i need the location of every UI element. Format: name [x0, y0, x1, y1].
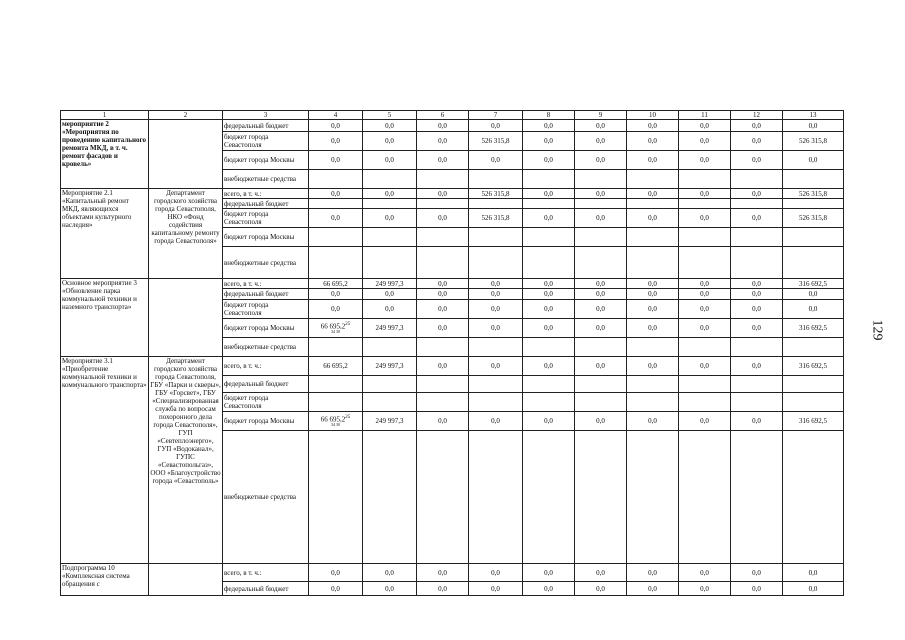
- value-cell: 0,0: [575, 319, 627, 338]
- measure-title: Основное мероприятие 3 «Обновление парка коммунальной техники и наземного транспорта»: [61, 279, 149, 357]
- value-cell: 0,0: [417, 289, 469, 300]
- value-cell: 0,0: [575, 151, 627, 170]
- value-cell: 0,0: [363, 132, 417, 151]
- value-cell: 0,0: [363, 564, 417, 582]
- value-cell: [523, 228, 575, 247]
- value-cell: 0,0: [363, 209, 417, 228]
- value-cell: 316 692,5: [783, 412, 844, 431]
- value-cell: 0,0: [783, 582, 844, 596]
- value-cell: 0,0: [469, 289, 523, 300]
- value-cell: [731, 376, 783, 393]
- value-cell: 0,0: [417, 564, 469, 582]
- measure-title: мероприятие 2 «Мероприятия по проведению капитального ремонта МКД, в т. ч. ремонт фасадов и кровель»: [61, 120, 149, 189]
- value-cell: 0,0: [523, 189, 575, 199]
- value-cell: 0,0: [627, 289, 679, 300]
- value-cell: 0,0: [783, 151, 844, 170]
- value-cell: [731, 393, 783, 412]
- value-cell: 0,0: [523, 412, 575, 431]
- table-row: [61, 189, 844, 199]
- value-cell: 0,0: [469, 120, 523, 132]
- funding-source-label: внебюджетные средства: [223, 431, 309, 564]
- value-cell: 0,0: [575, 357, 627, 376]
- value-cell: 0,0: [363, 120, 417, 132]
- value-cell: 0,0: [417, 132, 469, 151]
- value-cell: 0,0: [575, 209, 627, 228]
- value-cell: 0,0: [363, 289, 417, 300]
- value-cell: 0,0: [731, 279, 783, 289]
- value-cell: [575, 393, 627, 412]
- value-cell: 0,0: [679, 132, 731, 151]
- funding-source-label: бюджет города Москвы: [223, 228, 309, 247]
- funding-source-label: всего, в т. ч.:: [223, 357, 309, 376]
- footnote-subscript: 34 30: [331, 329, 340, 335]
- value-cell: [627, 393, 679, 412]
- column-header: 7: [469, 111, 523, 120]
- table-row: [61, 357, 844, 376]
- value-cell: 0,0: [575, 582, 627, 596]
- value-cell: [469, 393, 523, 412]
- value-cell: 316 692,5: [783, 357, 844, 376]
- value-cell: [363, 170, 417, 189]
- value-cell: 66 695,2: [309, 357, 363, 376]
- value-cell: [783, 228, 844, 247]
- column-header: 2: [149, 111, 223, 120]
- value-cell: [783, 338, 844, 357]
- value-cell: 0,0: [309, 289, 363, 300]
- value-cell: 0,0: [417, 582, 469, 596]
- value-cell: 0,0: [309, 151, 363, 170]
- value-cell: 0,0: [469, 279, 523, 289]
- value-cell: 0,0: [731, 564, 783, 582]
- column-header: 13: [783, 111, 844, 120]
- value-cell: [309, 228, 363, 247]
- value-cell: [469, 431, 523, 564]
- value-cell: [523, 199, 575, 209]
- value-cell: [679, 393, 731, 412]
- funding-source-label: федеральный бюджет: [223, 582, 309, 596]
- value-cell: 0,0: [417, 120, 469, 132]
- value-cell: [363, 376, 417, 393]
- value-cell: 0,0: [309, 132, 363, 151]
- table-row: [61, 279, 844, 289]
- value-cell: [627, 431, 679, 564]
- value-text: 66 695,2: [320, 415, 346, 424]
- value-cell: [731, 247, 783, 279]
- funding-source-label: внебюджетные средства: [223, 338, 309, 357]
- value-cell: 0,0: [417, 319, 469, 338]
- value-cell: 0,0: [523, 319, 575, 338]
- value-cell: 0,0: [575, 412, 627, 431]
- value-cell: 0,0: [417, 209, 469, 228]
- value-cell: 0,0: [469, 357, 523, 376]
- value-cell: 0,0: [731, 132, 783, 151]
- value-cell: [523, 376, 575, 393]
- value-cell: [627, 247, 679, 279]
- value-cell: 0,0: [575, 564, 627, 582]
- footnote-superscript: 25: [345, 321, 351, 327]
- value-cell: 0,0: [523, 582, 575, 596]
- value-cell: 0,0: [417, 151, 469, 170]
- value-cell: [575, 228, 627, 247]
- value-cell: 0,0: [523, 209, 575, 228]
- value-cell: [783, 376, 844, 393]
- value-cell: 249 997,3: [363, 357, 417, 376]
- value-cell: 0,0: [679, 357, 731, 376]
- value-cell: 0,0: [627, 120, 679, 132]
- value-cell: 0,0: [575, 120, 627, 132]
- value-cell: [363, 228, 417, 247]
- funding-source-label: всего, в т. ч.:: [223, 564, 309, 582]
- page-number: 129: [869, 319, 885, 341]
- value-cell: [309, 412, 363, 431]
- value-cell: 0,0: [627, 582, 679, 596]
- value-cell: [469, 170, 523, 189]
- executor-cell: [149, 564, 223, 596]
- value-cell: 0,0: [417, 357, 469, 376]
- value-cell: 0,0: [731, 582, 783, 596]
- funding-source-label: бюджет города Севастополя: [223, 209, 309, 228]
- value-cell: [469, 199, 523, 209]
- value-cell: [783, 199, 844, 209]
- value-cell: [309, 376, 363, 393]
- value-cell: [523, 431, 575, 564]
- value-cell: 0,0: [627, 151, 679, 170]
- value-cell: 0,0: [679, 209, 731, 228]
- executor-cell: Департамент городского хозяйства города Севастополя, ГБУ «Парки и скверы», ГБУ «Горсвет», ГБУ «Специализированная служба по вопросам похоронного дела города Севастополя», ГУП «Севтеплоэнерго», ГУП «Водоканал», ГУПС «Севастопольгаз», ООО «Благоустройство города «Севастополь»: [149, 357, 223, 564]
- value-cell: [469, 376, 523, 393]
- value-cell: 0,0: [679, 289, 731, 300]
- funding-source-label: федеральный бюджет: [223, 120, 309, 132]
- value-cell: 0,0: [523, 279, 575, 289]
- value-cell: 0,0: [469, 564, 523, 582]
- value-cell: [417, 199, 469, 209]
- funding-source-label: федеральный бюджет: [223, 289, 309, 300]
- value-cell: 0,0: [523, 357, 575, 376]
- value-cell: [417, 393, 469, 412]
- value-cell: 0,0: [575, 132, 627, 151]
- value-cell: 0,0: [469, 582, 523, 596]
- value-cell: 0,0: [679, 151, 731, 170]
- value-cell: 0,0: [417, 300, 469, 319]
- value-cell: [575, 338, 627, 357]
- funding-source-label: бюджет города Севастополя: [223, 393, 309, 412]
- value-cell: 0,0: [469, 151, 523, 170]
- value-text: 66 695,2: [320, 322, 346, 331]
- value-cell: 0,0: [469, 300, 523, 319]
- value-cell: 0,0: [679, 300, 731, 319]
- value-cell: 0,0: [627, 357, 679, 376]
- value-cell: 0,0: [627, 132, 679, 151]
- value-cell: 0,0: [731, 209, 783, 228]
- value-cell: [783, 170, 844, 189]
- value-cell: 0,0: [575, 300, 627, 319]
- value-cell: [417, 376, 469, 393]
- value-cell: [731, 170, 783, 189]
- value-cell: [575, 247, 627, 279]
- value-cell: [309, 170, 363, 189]
- value-cell: 316 692,5: [783, 319, 844, 338]
- value-cell: [783, 393, 844, 412]
- value-cell: [575, 199, 627, 209]
- value-cell: [309, 247, 363, 279]
- value-cell: [309, 338, 363, 357]
- value-cell: 0,0: [309, 120, 363, 132]
- footnote-subscript: 34 30: [331, 422, 340, 428]
- value-cell: [469, 228, 523, 247]
- value-cell: [523, 247, 575, 279]
- funding-source-label: бюджет города Москвы: [223, 412, 309, 431]
- value-cell: 526 315,8: [783, 132, 844, 151]
- funding-source-label: федеральный бюджет: [223, 199, 309, 209]
- value-cell: [523, 393, 575, 412]
- value-cell: 0,0: [783, 564, 844, 582]
- funding-source-label: бюджет города Севастополя: [223, 132, 309, 151]
- value-cell: 0,0: [731, 357, 783, 376]
- value-cell: [731, 431, 783, 564]
- value-cell: [417, 170, 469, 189]
- value-cell: 0,0: [731, 319, 783, 338]
- column-header: 12: [731, 111, 783, 120]
- value-cell: 0,0: [679, 319, 731, 338]
- value-cell: [309, 319, 363, 338]
- value-cell: 0,0: [679, 582, 731, 596]
- value-cell: 0,0: [417, 279, 469, 289]
- value-cell: 0,0: [575, 189, 627, 199]
- value-cell: [627, 199, 679, 209]
- value-cell: 0,0: [783, 289, 844, 300]
- measure-title: Подпрограмма 10 «Комплексная система обращения с: [61, 564, 149, 596]
- column-header: 5: [363, 111, 417, 120]
- value-cell: 0,0: [469, 319, 523, 338]
- value-cell: 0,0: [417, 189, 469, 199]
- value-cell: 0,0: [363, 189, 417, 199]
- value-cell: 0,0: [309, 300, 363, 319]
- column-header: 8: [523, 111, 575, 120]
- value-cell: 0,0: [363, 151, 417, 170]
- executor-cell: Департамент городского хозяйства города Севастополя, НКО «Фонд содействия капитальному ремонту города Севастополя»: [149, 189, 223, 279]
- footnote-superscript: 25: [345, 414, 351, 420]
- table-row: [61, 564, 844, 582]
- value-cell: 0,0: [309, 582, 363, 596]
- value-cell: [783, 247, 844, 279]
- column-header: 11: [679, 111, 731, 120]
- value-cell: 0,0: [731, 412, 783, 431]
- value-cell: [679, 247, 731, 279]
- value-cell: [417, 431, 469, 564]
- value-cell: 0,0: [523, 564, 575, 582]
- executor-cell: [149, 120, 223, 189]
- funding-source-label: внебюджетные средства: [223, 247, 309, 279]
- value-cell: 526 315,8: [469, 189, 523, 199]
- value-cell: 0,0: [523, 120, 575, 132]
- value-cell: 526 315,8: [469, 209, 523, 228]
- value-cell: 0,0: [575, 279, 627, 289]
- value-cell: 526 315,8: [469, 132, 523, 151]
- value-cell: [363, 247, 417, 279]
- budget-table-sheet: [60, 110, 844, 596]
- value-cell: 0,0: [309, 189, 363, 199]
- value-cell: 526 315,8: [783, 209, 844, 228]
- executor-cell: [149, 279, 223, 357]
- measure-title: Мероприятие 3.1 «Приобретение коммунальной техники и коммунального транспорта»: [61, 357, 149, 564]
- value-cell: 0,0: [309, 209, 363, 228]
- value-cell: [627, 228, 679, 247]
- value-cell: [679, 170, 731, 189]
- value-cell: 0,0: [627, 319, 679, 338]
- column-header: 6: [417, 111, 469, 120]
- value-cell: 0,0: [783, 120, 844, 132]
- column-header: 10: [627, 111, 679, 120]
- value-cell: 249 997,3: [363, 319, 417, 338]
- value-cell: 0,0: [731, 120, 783, 132]
- value-cell: 0,0: [627, 189, 679, 199]
- value-cell: [679, 431, 731, 564]
- value-cell: [575, 376, 627, 393]
- value-cell: [523, 338, 575, 357]
- value-cell: 0,0: [469, 412, 523, 431]
- value-cell: 0,0: [627, 279, 679, 289]
- value-cell: 0,0: [309, 564, 363, 582]
- value-cell: [363, 338, 417, 357]
- value-cell: [627, 376, 679, 393]
- value-cell: [575, 170, 627, 189]
- value-cell: [575, 431, 627, 564]
- value-cell: 0,0: [523, 289, 575, 300]
- funding-source-label: бюджет города Москвы: [223, 151, 309, 170]
- value-cell: 0,0: [731, 189, 783, 199]
- value-cell: 66 695,2: [309, 279, 363, 289]
- value-cell: [363, 431, 417, 564]
- value-cell: 0,0: [783, 300, 844, 319]
- value-cell: 0,0: [731, 151, 783, 170]
- value-cell: 0,0: [731, 300, 783, 319]
- value-cell: [309, 393, 363, 412]
- value-cell: [627, 338, 679, 357]
- value-cell: [309, 431, 363, 564]
- value-cell: 249 997,3: [363, 412, 417, 431]
- value-cell: [679, 338, 731, 357]
- value-cell: [731, 199, 783, 209]
- value-cell: 0,0: [679, 120, 731, 132]
- funding-source-label: федеральный бюджет: [223, 376, 309, 393]
- table-row: [61, 120, 844, 132]
- value-cell: 0,0: [627, 300, 679, 319]
- value-cell: [679, 228, 731, 247]
- value-cell: 0,0: [417, 412, 469, 431]
- value-cell: 0,0: [679, 564, 731, 582]
- value-cell: [363, 393, 417, 412]
- value-cell: 0,0: [731, 289, 783, 300]
- value-cell: [469, 247, 523, 279]
- value-cell: [363, 199, 417, 209]
- value-cell: 526 315,8: [783, 189, 844, 199]
- value-cell: 0,0: [575, 289, 627, 300]
- value-cell: 0,0: [523, 151, 575, 170]
- value-cell: 0,0: [627, 412, 679, 431]
- value-cell: [731, 338, 783, 357]
- value-cell: 0,0: [363, 300, 417, 319]
- column-header: 4: [309, 111, 363, 120]
- value-cell: [679, 199, 731, 209]
- funding-source-label: всего, в т. ч.:: [223, 279, 309, 289]
- value-cell: [309, 199, 363, 209]
- value-cell: 0,0: [679, 279, 731, 289]
- value-cell: 0,0: [363, 582, 417, 596]
- value-cell: 0,0: [679, 412, 731, 431]
- value-cell: [417, 228, 469, 247]
- value-cell: [783, 431, 844, 564]
- column-header: 1: [61, 111, 149, 120]
- funding-source-label: внебюджетные средства: [223, 170, 309, 189]
- funding-source-label: бюджет города Севастополя: [223, 300, 309, 319]
- value-cell: [469, 338, 523, 357]
- column-header: 9: [575, 111, 627, 120]
- value-cell: 0,0: [523, 132, 575, 151]
- value-cell: 0,0: [627, 209, 679, 228]
- value-cell: 249 997,3: [363, 279, 417, 289]
- funding-source-label: всего, в т. ч.:: [223, 189, 309, 199]
- value-cell: 0,0: [679, 189, 731, 199]
- value-cell: [417, 247, 469, 279]
- budget-table: [60, 110, 844, 596]
- value-cell: [523, 170, 575, 189]
- value-cell: [679, 376, 731, 393]
- header-row: [61, 111, 844, 120]
- value-cell: 316 692,5: [783, 279, 844, 289]
- column-header: 3: [223, 111, 309, 120]
- value-cell: 0,0: [627, 564, 679, 582]
- value-cell: [417, 338, 469, 357]
- value-cell: 0,0: [523, 300, 575, 319]
- table-body: [61, 111, 844, 596]
- funding-source-label: бюджет города Москвы: [223, 319, 309, 338]
- value-cell: [627, 170, 679, 189]
- measure-title: Мероприятие 2.1 «Капитальный ремонт МКД, являющихся объектами культурного наследия»: [61, 189, 149, 279]
- value-cell: [731, 228, 783, 247]
